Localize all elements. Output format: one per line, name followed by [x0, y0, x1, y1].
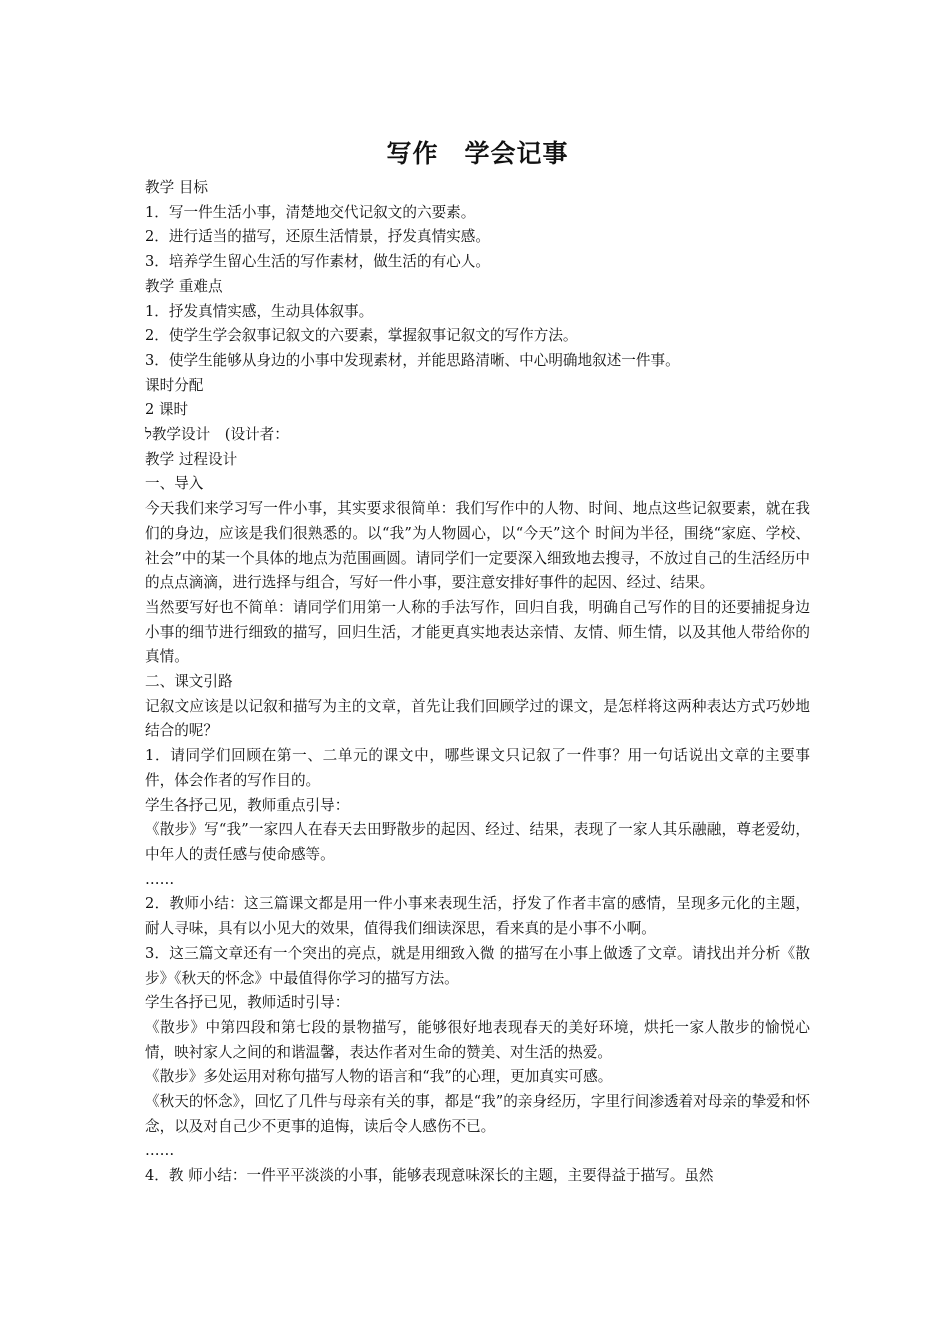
student-discussion-2: 学生各抒已见，教师适时引导： — [145, 994, 350, 1012]
goal-item-2: 2．进行适当的描写，还原生活情景，抒发真情实感。 — [145, 228, 490, 246]
document-body — [145, 176, 810, 1189]
section-text-guide-heading: 二、课文引路 — [145, 673, 233, 691]
goal-item-3: 3．培养学生留心生活的写作素材，做生活的有心人。 — [145, 253, 490, 271]
intro-paragraph-1: 今天我们来学习写一件小事，其实要求很简单：我们写作中的人物、时间、地点这些记叙要素，就在我们的身边，应该是我们很熟悉的。以“我”为人物圆心，以“今天”这个 时间为半径，围绕“家庭、学校、社会”中的某一个具体的地点为范围画圆。请同学们一定要深入细致地去搜寻，不放过自己的生活经历中的点点滴滴，进行选择与组合，写好一件小事，要注意安排好事件的起因、经过、结果。 — [145, 500, 810, 592]
heading-key-points: 教学 重难点 — [145, 277, 223, 295]
autumn-memory-analysis: 《秋天的怀念》，回忆了几件与母亲有关的事，都是“我”的亲身经历，字里行间渗透着对母亲的挚爱和怀念，以及对自己少不更事的追悔，读后令人感伤不已。 — [145, 1093, 810, 1135]
key-point-1: 1．抒发真情实感，生动具体叙事。 — [145, 302, 374, 320]
document-title: 写作 学会记事 — [386, 139, 569, 168]
lesson-hours-value: 2 课时 — [145, 401, 189, 419]
designer-line: ל教学设计 (设计者： — [145, 426, 289, 444]
text-guide-paragraph: 记叙文应该是以记叙和描写为主的文章，首先让我们回顾学过的课文，是怎样将这两种表达方式巧妙地结合的呢？ — [145, 697, 810, 740]
guide-item-4: 4．教 师小结：一件平平淡淡的小事，能够表现意味深长的主题，主要得益于描写。虽然 — [145, 1167, 714, 1185]
guide-item-3: 3．这三篇文章还有一个突出的亮点，就是用细致入微 的描写在小事上做透了文章。请找出并分析《散步》《秋天的怀念》中最值得你学习的描写方法。 — [145, 944, 810, 987]
guide-item-1: 1．请同学们回顾在第一、二单元的课文中，哪些课文只记叙了一件事？用一句话说出文章的主要事件，体会作者的写作目的。 — [145, 747, 810, 789]
guide-item-2: 2．教师小结：这三篇课文都是用一件小事来表现生活，抒发了作者丰富的感情，呈现多元化的主题，耐人寻味，具有以小见大的效果，值得我们细读深思，看来真的是小事不小啊。 — [145, 895, 810, 938]
heading-process-design: 教学 过程设计 — [145, 450, 238, 468]
heading-teaching-goals: 教学 目标 — [145, 179, 209, 196]
intro-paragraph-2: 当然要写好也不简单：请同学们用第一人称的手法写作，回归自我，明确自己写作的目的还要捕捉身边小事的细节进行细致的描写，回归生活，才能更真实地表达亲情、友情、师生情，以及其他人带给你的真情。 — [145, 598, 810, 666]
key-point-3: 3．使学生能够从身边的小事中发现素材，并能思路清晰、中心明确地叙述一件事。 — [145, 351, 680, 369]
student-discussion-1: 学生各抒己见，教师重点引导： — [145, 796, 350, 814]
goal-item-1: 1．写一件生活小事，清楚地交代记叙文的六要素。 — [145, 203, 476, 221]
ellipsis-1: …… — [145, 870, 175, 888]
ellipsis-2: …… — [145, 1142, 175, 1160]
sanbu-scenery-analysis: 《散步》中第四段和第七段的景物描写，能够很好地表现春天的美好环境，烘托一家人散步的愉悦心情，映衬家人之间的和谐温馨，表达作者对生命的赞美、对生活的热爱。 — [145, 1018, 810, 1061]
key-point-2: 2．使学生学会叙事记叙文的六要素，掌握叙事记叙文的写作方法。 — [145, 327, 578, 345]
section-intro-heading: 一、导入 — [145, 475, 204, 493]
sanbu-language-analysis: 《散步》多处运用对称句描写人物的语言和“我”的心理，更加真实可感。 — [145, 1068, 613, 1086]
heading-lesson-hours: 课时分配 — [145, 376, 204, 394]
sanbu-summary: 《散步》写“我”一家四人在春天去田野散步的起因、经过、结果，表现了一家人其乐融融，尊老爱幼，中年人的责任感与使命感等。 — [145, 821, 810, 863]
